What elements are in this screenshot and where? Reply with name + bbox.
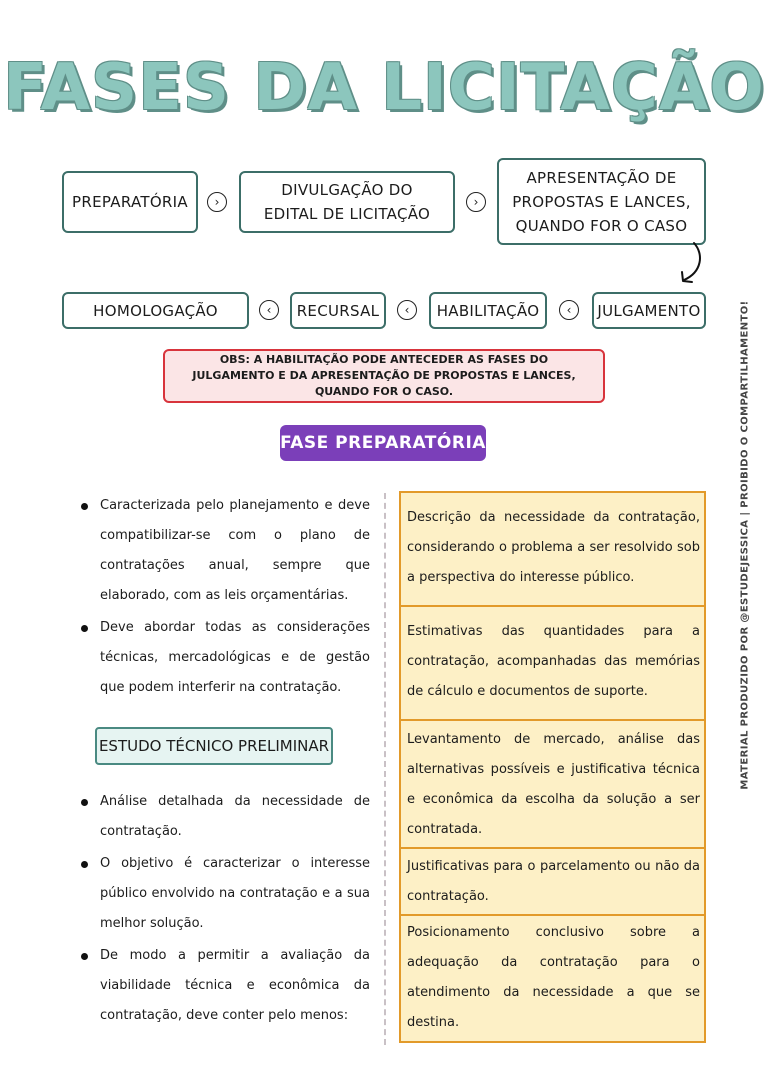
list-item: O objetivo é caracterizar o interesse público envolvido na contratação e a sua melhor solução. [78,849,370,939]
etp-bullets [78,787,370,1033]
requirement-card: Justificativas para o parcelamento ou não da contratação. [401,849,704,916]
requirement-card: Estimativas das quantidades para a contratação, acompanhadas das memórias de cálculo e documentos de suporte. [401,607,704,721]
stage-recursal: RECURSAL [290,292,386,329]
stage-julgamento: JULGAMENTO [592,292,706,329]
list-item: Caracterizada pelo planejamento e deve compatibilizar-se com o plano de contratações anual, sempre que elaborado, com as leis orçamentárias. [78,491,370,611]
list-item: Deve abordar todas as considerações técnicas, mercadológicas e de gestão que podem interferir na contratação. [78,613,370,703]
chevron-left-icon: ‹ [559,300,579,320]
dashed-divider [384,493,386,1045]
stage-apresentacao: APRESENTAÇÃO DE PROPOSTAS E LANCES, QUANDO FOR O CASO [497,158,706,245]
stage-preparatoria: PREPARATÓRIA [62,171,198,233]
chevron-right-icon: › [466,192,486,212]
list-item: De modo a permitir a avaliação da viabilidade técnica e econômica da contratação, deve conter pelo menos: [78,941,370,1031]
requirements-panel [399,491,706,1043]
requirement-card: Posicionamento conclusivo sobre a adequação da contratação para o atendimento da necessidade a que se destina. [407,925,700,1030]
copyright-note: MATERIAL PRODUZIDO POR @ESTUDEJESSICA | PROIBIDO O COMPARTILHAMENTO! [739,300,751,790]
fase-bullets [78,491,370,705]
requirement-card: Descrição da necessidade da contratação, considerando o problema a ser resolvido sob a perspectiva do interesse público. [401,493,704,607]
etp-heading: ESTUDO TÉCNICO PRELIMINAR [95,727,333,765]
chevron-left-icon: ‹ [397,300,417,320]
requirement-card: Levantamento de mercado, análise das alternativas possíveis e justificativa técnica e econômica da escolha da solução a ser contratada. [401,721,704,849]
curved-arrow-icon [672,240,706,288]
stage-divulgacao: DIVULGAÇÃO DO EDITAL DE LICITAÇÃO [239,171,455,233]
obs-note: OBS: A HABILITAÇÃO PODE ANTECEDER AS FASES DO JULGAMENTO E DA APRESENTAÇÃO DE PROPOSTAS E LANCES, QUANDO FOR O CASO. [163,349,605,403]
page-title: FASES DA LICITAÇÃO [3,51,765,125]
section-heading: FASE PREPARATÓRIA [280,425,486,461]
stage-homologacao: HOMOLOGAÇÃO [62,292,249,329]
stage-habilitacao: HABILITAÇÃO [429,292,547,329]
list-item: Análise detalhada da necessidade de contratação. [78,787,370,847]
chevron-left-icon: ‹ [259,300,279,320]
chevron-right-icon: › [207,192,227,212]
